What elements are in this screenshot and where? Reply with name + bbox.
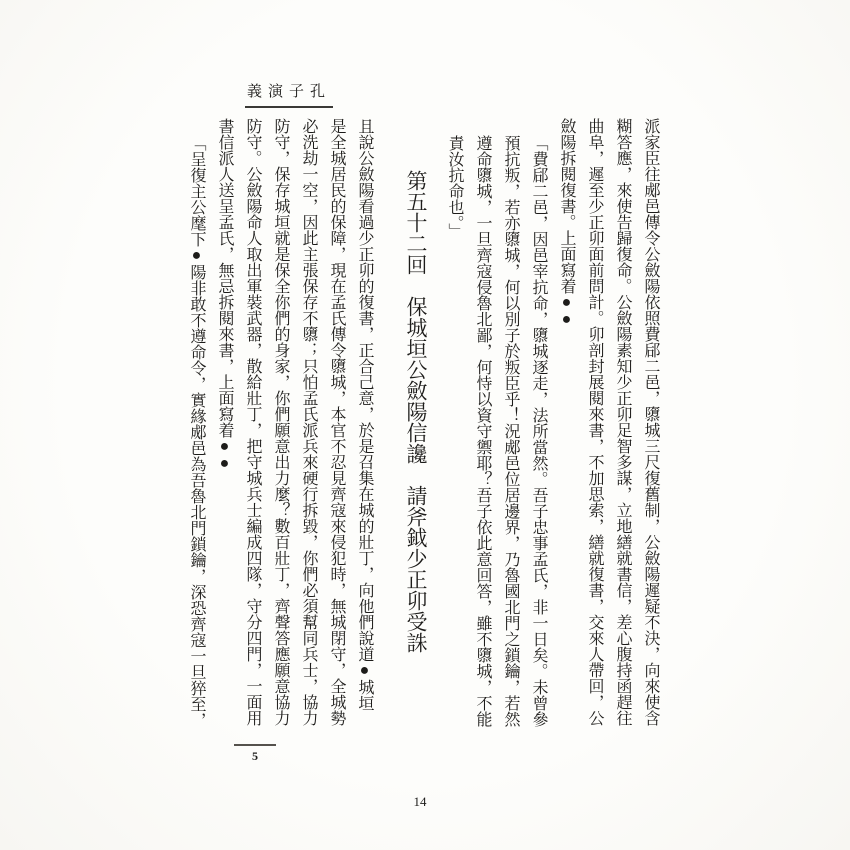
running-title: 義演子孔: [245, 80, 333, 108]
text-column-7: 遵命隳城，一旦齊寇侵魯北鄙，何恃以資守禦耶？吾子依此意回答，雖不隳城，不能: [474, 135, 491, 727]
text-column-16: 「呈復主公麾下●陽非敢不遵命令，實緣郕邑為吾魯北門鎖鑰，深恐齊寇一旦猝至，: [188, 135, 205, 728]
text-column-1: 派家臣往郕邑傳令公斂陽依照費郈二邑，隳城三尺復舊制，公斂陽遲疑不決，向來使含: [642, 118, 659, 726]
text-column-4: 斂陽拆閱復書。上面寫着●●: [558, 118, 575, 328]
text-column-3: 曲阜，遲至少正卯面前問計。卯剖封展閱來書，不加思索，繕就復書，交來人帶回，公: [586, 118, 603, 726]
text-column-8: 責汝抗命也。」: [446, 135, 463, 239]
text-column-5: 「費郈二邑，因邑宰抗命，隳城逐走，法所當然。吾子忠事孟氏，非一日矣。未曾參: [530, 135, 547, 727]
text-column-12: 必洗劫一空，因此主張保存不隳；只怕孟氏派兵來硬行拆毀，你們必須幫同兵士，協力: [300, 118, 317, 726]
text-column-13: 防守，保存城垣就是保全你們的身家，你們願意出力麼？數百壯丁，齊聲答應願意協力: [272, 118, 289, 726]
text-column-11: 是全城居民的保障，現在孟氏傳令隳城，本官不忍見齊寇來侵犯時，無城閉守，全城勢: [328, 118, 345, 726]
chapter-heading: 第五十二回 保城垣公斂陽信讒 請斧鉞少正卯受誅: [404, 170, 428, 653]
text-column-10: 且說公斂陽看過少正卯的復書，正合己意，於是召集在城的壯丁，向他們說道●城垣: [356, 118, 373, 711]
signature-mark: 5: [234, 744, 276, 764]
text-column-6: 預抗叛，若亦隳城，何以別子於叛臣乎！況郕邑位居邊界，乃魯國北門之鎖鑰，若然: [502, 135, 519, 727]
page-number: 14: [413, 794, 427, 809]
text-column-14: 防守。公斂陽命人取出軍裝武器，散給壯丁，把守城兵士編成四隊，守分四門，一面用: [244, 118, 261, 726]
text-column-15: 書信派人送呈孟氏，無忌拆閱來書，上面寫着●●: [216, 118, 233, 472]
text-column-2: 糊答應，來使告歸復命。公斂陽素知少正卯足智多謀，立地繕就書信，差心腹持函趕往: [614, 118, 631, 726]
text-columns: [182, 118, 664, 750]
